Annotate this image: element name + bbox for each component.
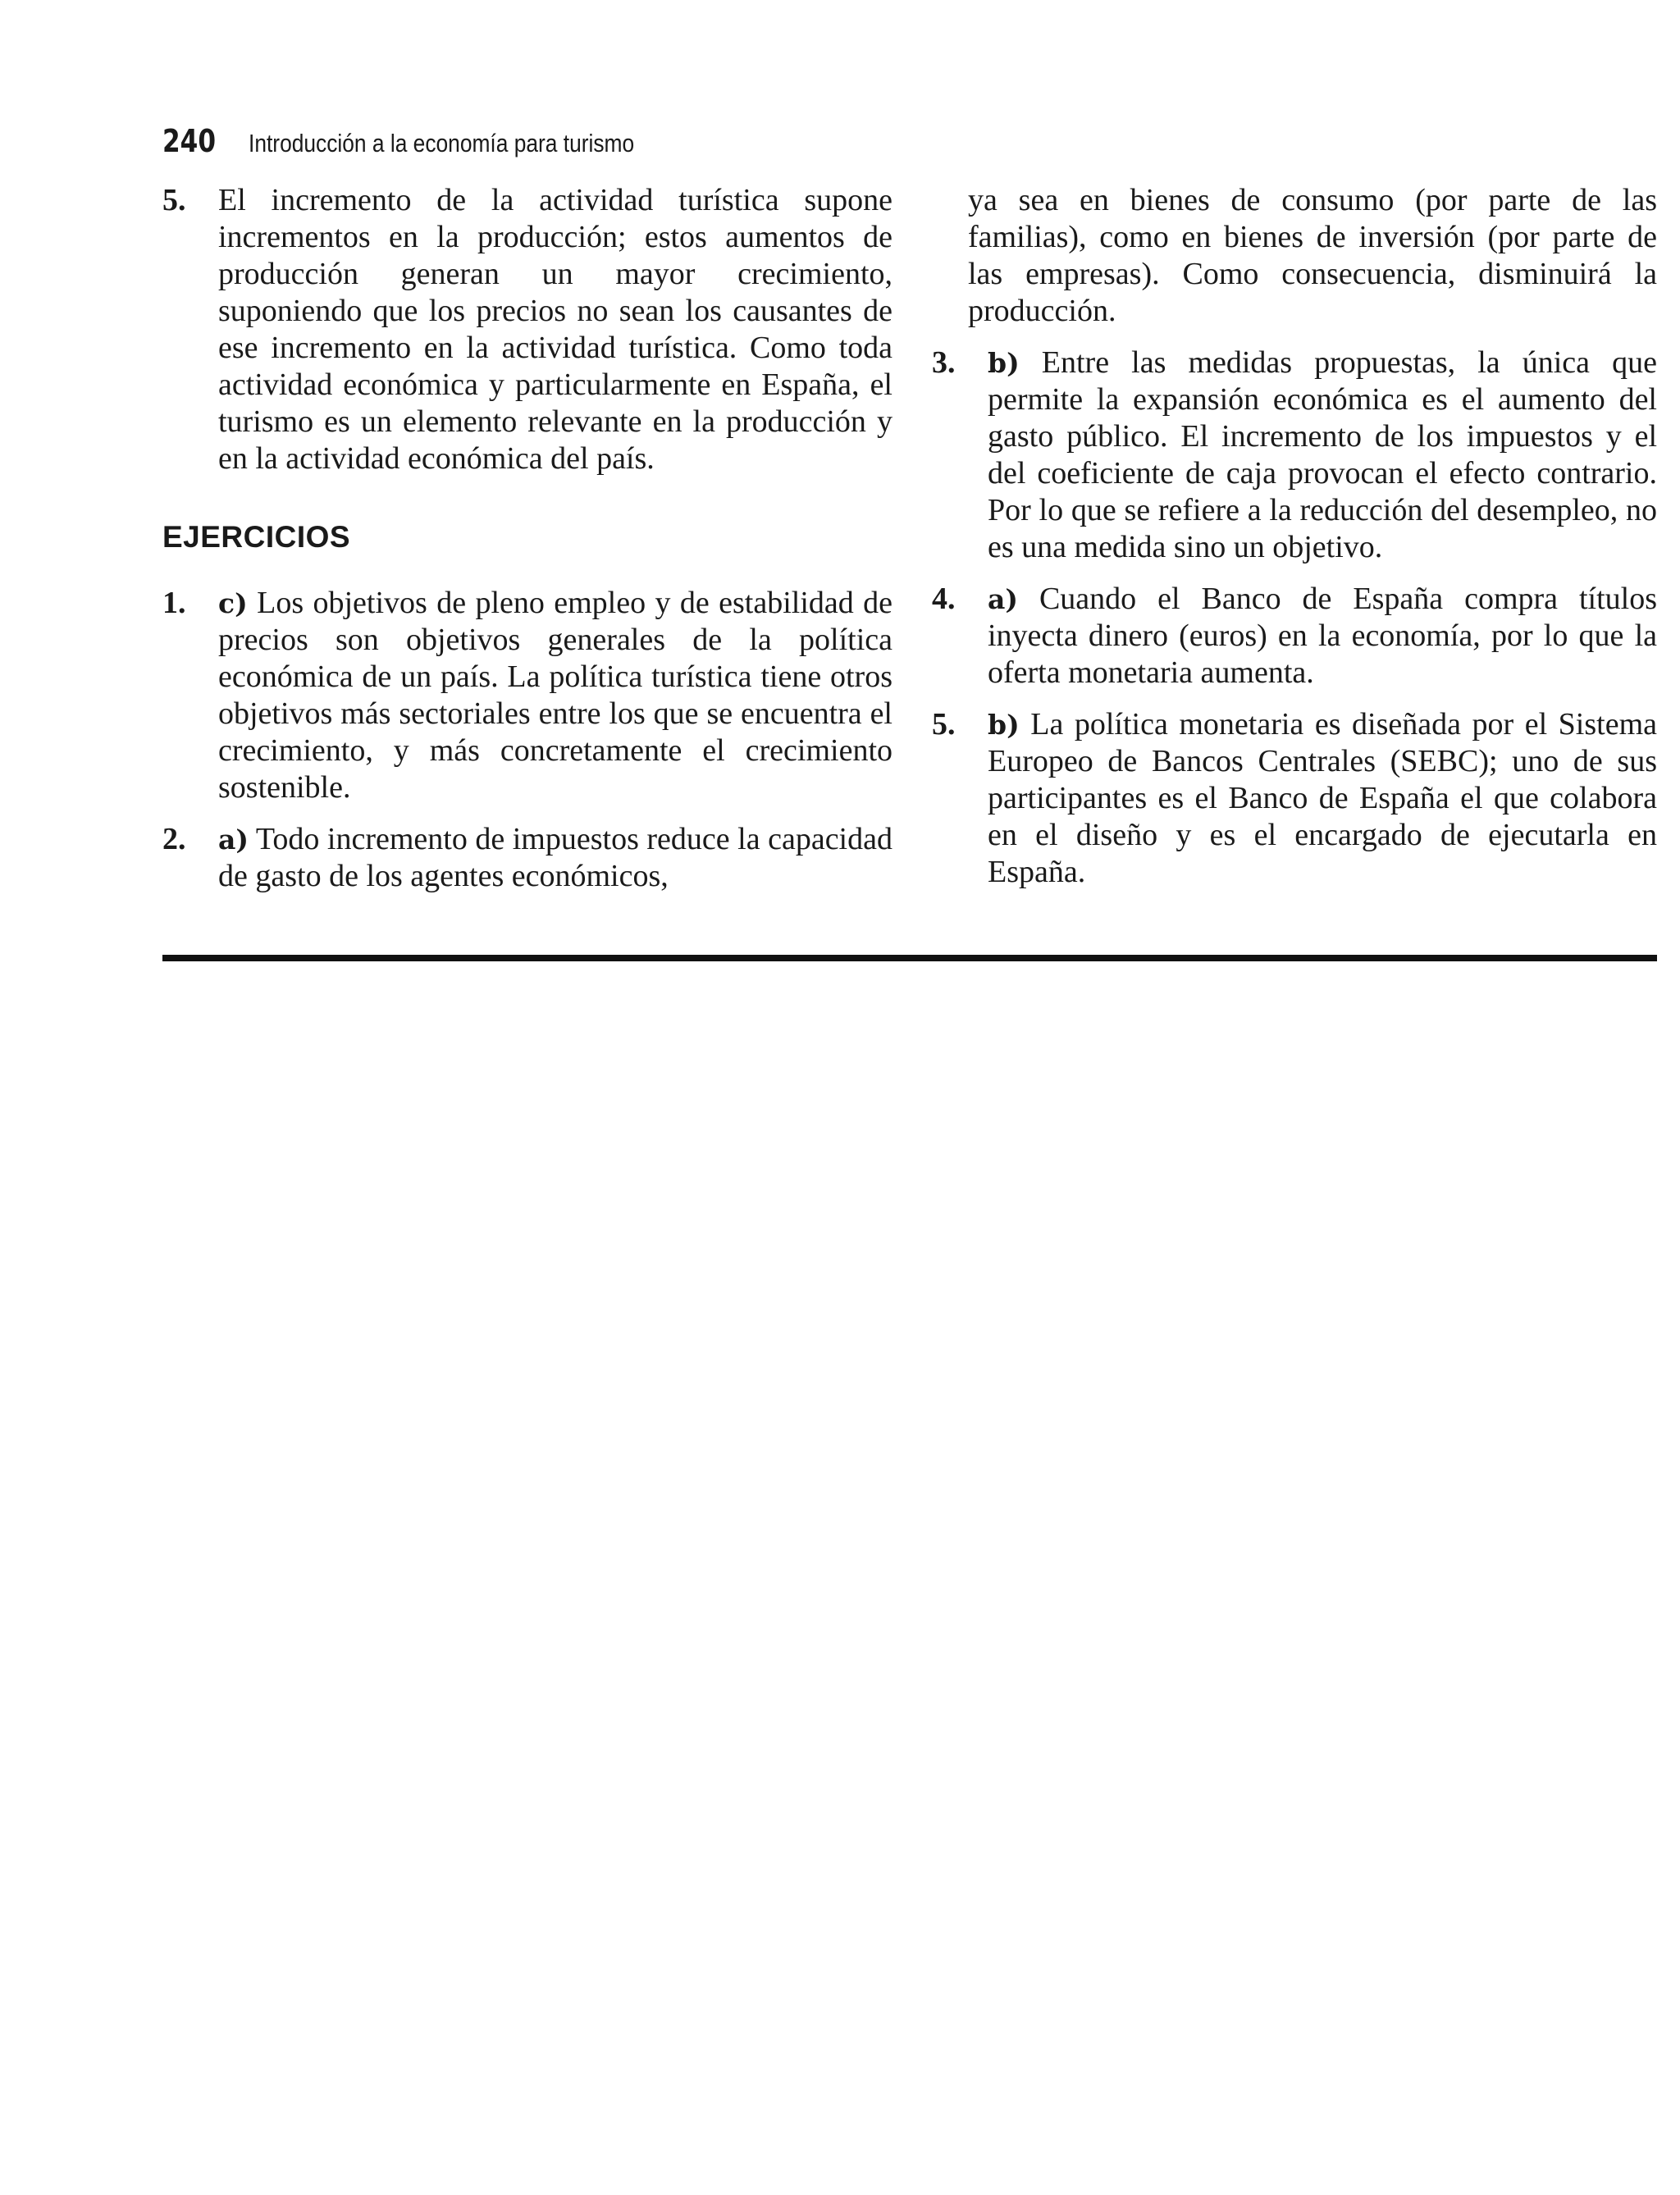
exercise-answer (932, 706, 1657, 891)
exercise-number: 4. (932, 582, 956, 616)
section-heading: EJERCICIOS (162, 520, 351, 554)
section-divider (162, 955, 1657, 961)
answer-letter: b) (988, 709, 1020, 741)
exercise-text (988, 345, 1657, 566)
item-text: El incremento de la actividad turística supone incrementos en la producción; estos aumentos de producción generan un mayor crecimiento, suponiendo que los precios no sean los causantes de ese incremento en la actividad turística. Como toda actividad económica y particularmente en España, el turismo es un elemento relevante en la producción y en la actividad económica del país. (218, 183, 892, 476)
answer-letter: c) (218, 587, 248, 619)
answer-letter: b) (988, 347, 1020, 379)
answer-letter: a) (218, 824, 249, 856)
book-title: Introducción a la economía para turismo (249, 129, 635, 157)
explanation: Entre las medidas propuestas, la única que permite la expansión económica es el aumento del gasto público. El incremento de los impuestos y el del coeficiente de caja provocan el efecto contrario. Por lo que se refiere a la reducción del desempleo, no es una medida sino un objetivo. (988, 345, 1657, 564)
exercise-text (218, 821, 892, 895)
right-column (932, 182, 1657, 906)
exercise-answer (162, 585, 892, 806)
exercise-text (988, 581, 1657, 691)
running-head (162, 123, 702, 159)
exercise-answer (162, 821, 892, 895)
item-number: 5. (162, 183, 186, 217)
exercise-answer (932, 581, 1657, 691)
page-number: 240 (162, 123, 217, 159)
exercise-number: 2. (162, 822, 186, 856)
left-column (162, 182, 892, 910)
exercise-text (988, 706, 1657, 891)
explanation: Los objetivos de pleno empleo y de estabilidad de precios son objetivos generales de la política económica de un país. La política turística tiene otros objetivos más sectoriales entre los que se encuentra el crecimiento, y más concretamente el crecimiento sostenible. (218, 586, 892, 805)
exercise-answer (932, 345, 1657, 566)
exercise-continuation: ya sea en bienes de consumo (por parte de las familias), como en bienes de inversión (por parte de las empresas). Como consecuencia, disminuirá la producción. (968, 183, 1657, 328)
exercise-number: 5. (932, 707, 956, 742)
exercise-number: 1. (162, 586, 186, 620)
explanation: La política monetaria es diseñada por el Sistema Europeo de Bancos Centrales (SEBC); uno de sus participantes es el Banco de España el que colabora en el diseño y es el encargado de ejecutarla en España. (988, 707, 1657, 889)
exercise-text (218, 585, 892, 806)
list-item (162, 182, 892, 477)
explanation: Cuando el Banco de España compra títulos inyecta dinero (euros) en la economía, por lo que la oferta monetaria aumenta. (988, 582, 1657, 690)
explanation: Todo incremento de impuestos reduce la capacidad de gasto de los agentes económicos, (218, 822, 892, 893)
exercise-number: 3. (932, 345, 956, 380)
answer-letter: a) (988, 583, 1018, 615)
